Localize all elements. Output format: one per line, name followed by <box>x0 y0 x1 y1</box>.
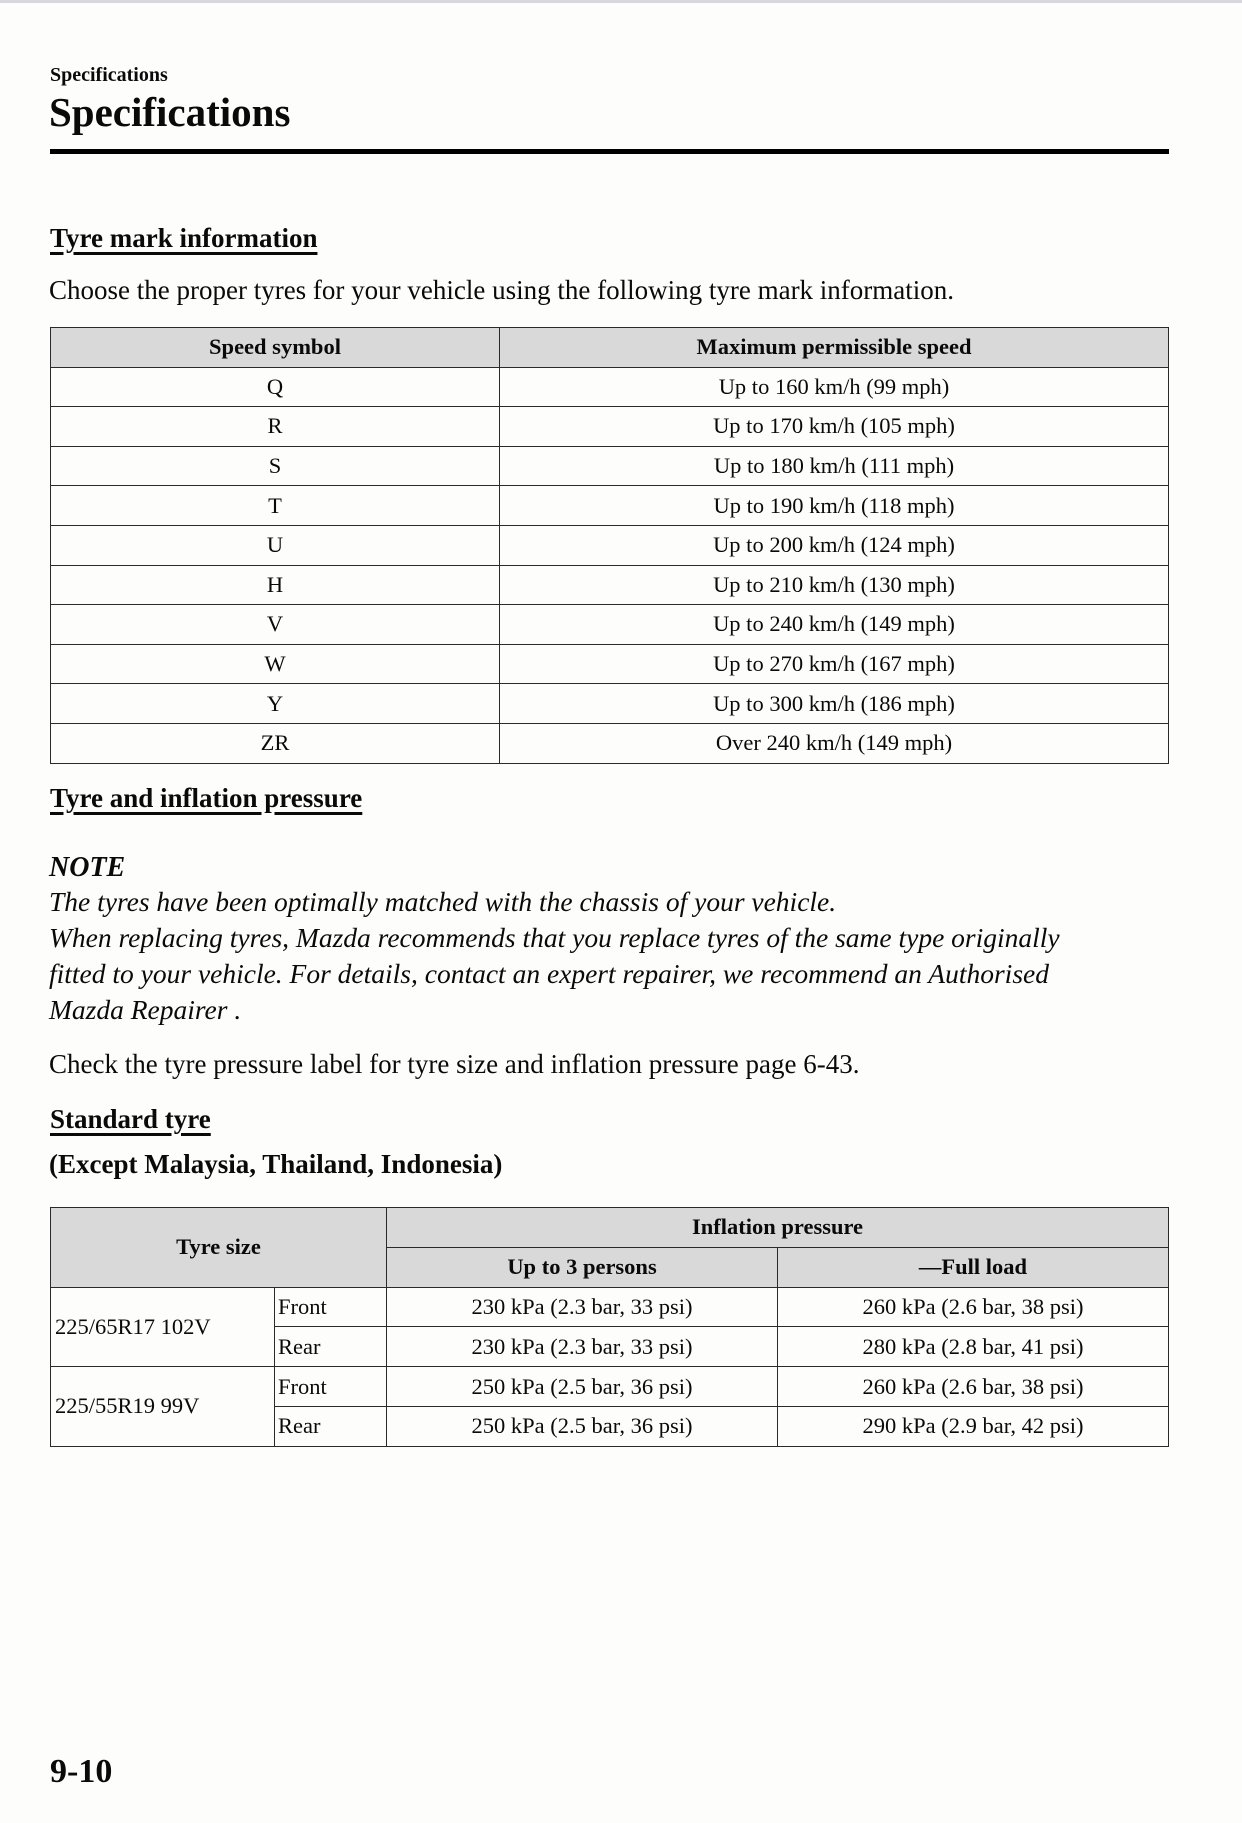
note-line: fitted to your vehicle. For details, contact an expert repairer, we recommend an Authorised <box>49 958 1049 989</box>
speed-symbol-cell: W <box>51 644 500 684</box>
speed-symbol-cell: Y <box>51 684 500 724</box>
table-header-row <box>51 328 1169 368</box>
max-speed-cell: Over 240 km/h (149 mph) <box>500 723 1169 763</box>
table-row <box>51 565 1169 605</box>
position-cell: Front <box>275 1367 387 1407</box>
inflation-heading: Tyre and inflation pressure <box>50 783 363 813</box>
tyre-size-cell: 225/65R17 102V <box>51 1287 275 1367</box>
max-speed-cell: Up to 160 km/h (99 mph) <box>500 367 1169 407</box>
pressure-full-load-cell: 280 kPa (2.8 bar, 41 psi) <box>778 1327 1169 1367</box>
table-row <box>51 644 1169 684</box>
table-row <box>51 1367 1169 1407</box>
max-speed-cell: Up to 170 km/h (105 mph) <box>500 407 1169 447</box>
pressure-full-load-cell: 290 kPa (2.9 bar, 42 psi) <box>778 1406 1169 1446</box>
max-speed-cell: Up to 300 km/h (186 mph) <box>500 684 1169 724</box>
column-header-full-load: —Full load <box>778 1247 1169 1287</box>
position-cell: Front <box>275 1287 387 1327</box>
note-line: The tyres have been optimally matched with the chassis of your vehicle. <box>49 886 837 917</box>
column-header-tyre-size: Tyre size <box>51 1208 387 1288</box>
speed-symbol-cell: U <box>51 525 500 565</box>
table-row <box>51 525 1169 565</box>
viewer-top-bar <box>0 0 1242 3</box>
tyre-size-cell: 225/55R19 99V <box>51 1367 275 1447</box>
table-row <box>51 1287 1169 1327</box>
speed-symbol-cell: S <box>51 446 500 486</box>
title-rule-divider <box>50 149 1169 154</box>
table-row <box>51 684 1169 724</box>
max-speed-cell: Up to 210 km/h (130 mph) <box>500 565 1169 605</box>
table-row <box>51 605 1169 645</box>
speed-symbol-cell: V <box>51 605 500 645</box>
pressure-full-load-cell: 260 kPa (2.6 bar, 38 psi) <box>778 1367 1169 1407</box>
column-header-speed-symbol: Speed symbol <box>51 328 500 368</box>
speed-symbol-cell: R <box>51 407 500 447</box>
speed-symbol-cell: T <box>51 486 500 526</box>
table-header-row <box>51 1208 1169 1248</box>
tyre-mark-intro: Choose the proper tyres for your vehicle using the following tyre mark information. <box>49 275 955 305</box>
note-label: NOTE <box>49 852 126 883</box>
table-row <box>51 446 1169 486</box>
tyre-mark-heading: Tyre mark information <box>50 223 318 253</box>
note-line: Mazda Repairer . <box>49 994 242 1025</box>
page-title: Specifications <box>49 89 291 135</box>
position-cell: Rear <box>275 1406 387 1446</box>
page-number: 9-10 <box>50 1753 113 1790</box>
table-row <box>51 486 1169 526</box>
table-row <box>51 367 1169 407</box>
pressure-up-to-3-cell: 230 kPa (2.3 bar, 33 psi) <box>387 1287 778 1327</box>
pressure-full-load-cell: 260 kPa (2.6 bar, 38 psi) <box>778 1287 1169 1327</box>
max-speed-cell: Up to 200 km/h (124 mph) <box>500 525 1169 565</box>
speed-symbol-cell: H <box>51 565 500 605</box>
speed-symbol-cell: Q <box>51 367 500 407</box>
max-speed-cell: Up to 270 km/h (167 mph) <box>500 644 1169 684</box>
standard-tyre-heading: Standard tyre <box>50 1104 211 1134</box>
speed-symbol-cell: ZR <box>51 723 500 763</box>
check-label-text: Check the tyre pressure label for tyre size and inflation pressure page 6-43. <box>49 1049 860 1079</box>
note-line: When replacing tyres, Mazda recommends that you replace tyres of the same type originally <box>49 922 1060 953</box>
max-speed-cell: Up to 180 km/h (111 mph) <box>500 446 1169 486</box>
max-speed-cell: Up to 240 km/h (149 mph) <box>500 605 1169 645</box>
note-text <box>49 884 1179 1028</box>
running-head: Specifications <box>50 64 168 86</box>
speed-symbol-table <box>50 327 1169 764</box>
column-header-inflation-pressure: Inflation pressure <box>387 1208 1169 1248</box>
pressure-up-to-3-cell: 250 kPa (2.5 bar, 36 psi) <box>387 1406 778 1446</box>
column-header-max-speed: Maximum permissible speed <box>500 328 1169 368</box>
pressure-up-to-3-cell: 250 kPa (2.5 bar, 36 psi) <box>387 1367 778 1407</box>
inflation-pressure-table <box>50 1207 1169 1447</box>
region-note: (Except Malaysia, Thailand, Indonesia) <box>49 1149 503 1179</box>
column-header-up-to-3-persons: Up to 3 persons <box>387 1247 778 1287</box>
table-row <box>51 723 1169 763</box>
position-cell: Rear <box>275 1327 387 1367</box>
pressure-up-to-3-cell: 230 kPa (2.3 bar, 33 psi) <box>387 1327 778 1367</box>
table-row <box>51 407 1169 447</box>
max-speed-cell: Up to 190 km/h (118 mph) <box>500 486 1169 526</box>
